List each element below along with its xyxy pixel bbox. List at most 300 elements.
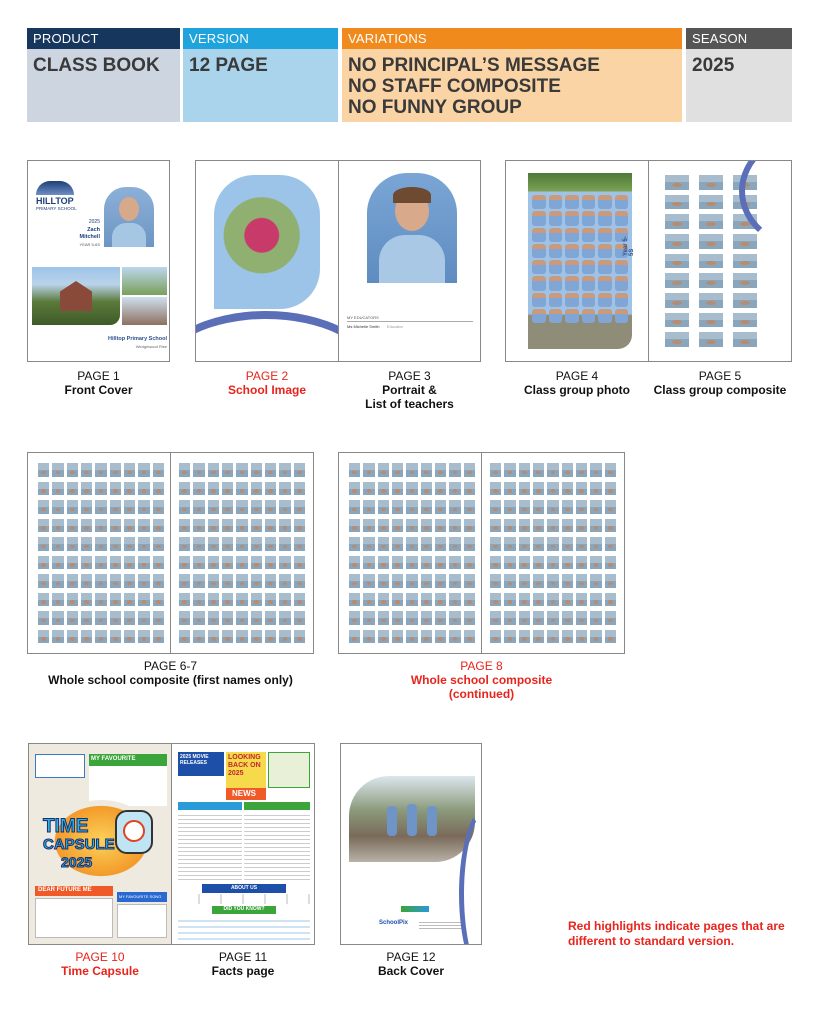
student-photo-tile (124, 463, 135, 477)
student-photo-tile (81, 482, 92, 496)
student-photo-tile (449, 593, 460, 607)
caption-title: Time Capsule (61, 964, 139, 978)
caption-page-5 (648, 369, 792, 397)
student-photo-tile (421, 630, 432, 644)
student-photo-tile (38, 593, 49, 607)
class-label: Year 5-5S (623, 236, 635, 256)
student-photo-tile (378, 630, 389, 644)
student-photo-tile (153, 556, 164, 570)
student-photo-tile (38, 500, 49, 514)
group-student (615, 293, 629, 307)
student-photo-tile (179, 519, 190, 533)
student-photo-tile (153, 611, 164, 625)
student-photo-tile (138, 611, 149, 625)
news-heading: NEWS (226, 788, 266, 800)
favourite-heading: MY FAVOURITE (89, 754, 167, 766)
student-photo-tile (378, 574, 389, 588)
logo-sub: PRIMARY SCHOOL (36, 206, 77, 211)
student-photo-tile (733, 273, 757, 288)
student-photo-tile (52, 463, 63, 477)
student-photo-tile (449, 556, 460, 570)
caption-number: PAGE 2 (245, 369, 289, 383)
student-photo-tile (590, 611, 601, 625)
time-capsule-thumbnail (28, 743, 172, 945)
student-photo-tile (576, 519, 587, 533)
student-photo-tile (81, 593, 92, 607)
student-photo-tile (435, 500, 446, 514)
student-photo-tile (193, 593, 204, 607)
student-photo-tile (81, 574, 92, 588)
student-photo-tile (251, 519, 262, 533)
student-photo-tile (193, 463, 204, 477)
student-photo-tile (193, 537, 204, 551)
student-photo-tile (733, 313, 757, 328)
student-photo-tile (733, 332, 757, 347)
student-photo-tile (519, 574, 530, 588)
student-photo-tile (222, 463, 233, 477)
student-photo-tile (547, 574, 558, 588)
student-photo-tile (95, 556, 106, 570)
looking-back: LOOKING BACK ON 2025 (226, 752, 266, 788)
student-photo-tile (279, 556, 290, 570)
student-photo-tile (665, 195, 689, 210)
student-photo-tile (421, 574, 432, 588)
student-photo-tile (533, 500, 544, 514)
student-photo-tile (153, 574, 164, 588)
student-photo-tile (153, 630, 164, 644)
student-photo-tile (406, 611, 417, 625)
student-photo-tile (490, 519, 501, 533)
student-photo-tile (208, 519, 219, 533)
group-student (598, 244, 612, 258)
group-student (565, 309, 579, 323)
student-photo-tile (110, 630, 121, 644)
student-photo-tile (519, 630, 530, 644)
student-photo-tile (562, 500, 573, 514)
student-photo-tile (52, 537, 63, 551)
student-photo-tile (294, 593, 305, 607)
student-photo-tile (533, 482, 544, 496)
group-student (565, 211, 579, 225)
teacher-role: Educator (387, 324, 404, 329)
header-variations (342, 28, 682, 122)
student-photo-tile (519, 463, 530, 477)
variation-line: NO FUNNY GROUP (348, 97, 522, 118)
student-photo-tile (193, 630, 204, 644)
caption-number: PAGE 11 (218, 950, 268, 964)
student-photo-tile (533, 630, 544, 644)
student-photo-tile (392, 630, 403, 644)
group-student (532, 293, 546, 307)
student-photo-tile (363, 593, 374, 607)
whole-school-composite-right (170, 452, 314, 654)
student-class: YEAR 5-6S (79, 242, 100, 247)
student-photo-tile (138, 519, 149, 533)
student-photo-tile (138, 482, 149, 496)
student-photo-tile (406, 537, 417, 551)
caption-number: PAGE 3 (388, 369, 431, 383)
group-student (598, 309, 612, 323)
whole-school-composite-continued-right (481, 452, 625, 654)
caption-page-1 (27, 369, 170, 397)
student-photo-tile (363, 463, 374, 477)
group-student (549, 244, 563, 258)
student-photo-tile (38, 574, 49, 588)
cover-year: 2025 (88, 219, 100, 225)
student-photo-tile (435, 463, 446, 477)
student-photo-tile (236, 556, 247, 570)
student-photo-tile (490, 630, 501, 644)
group-student (598, 228, 612, 242)
student-photo-tile (208, 482, 219, 496)
student-photo-tile (519, 482, 530, 496)
student-photo-tile (562, 630, 573, 644)
student-photo-tile (294, 482, 305, 496)
group-student (565, 293, 579, 307)
group-student (532, 211, 546, 225)
student-photo-tile (251, 537, 262, 551)
favourite-song-label: MY FAVOURITE SONG (117, 892, 167, 902)
caption-number: PAGE 1 (77, 369, 120, 383)
student-photo-tile (95, 537, 106, 551)
student-photo-tile (251, 593, 262, 607)
student-photo-tile (251, 556, 262, 570)
student-photo-tile (38, 519, 49, 533)
student-photo-tile (576, 593, 587, 607)
product-value: CLASS BOOK (27, 49, 180, 122)
student-photo-tile (38, 482, 49, 496)
student-photo-tile (193, 519, 204, 533)
student-photo-tile (590, 593, 601, 607)
student-photo-tile (504, 519, 515, 533)
group-student (549, 260, 563, 274)
student-photo-tile (124, 630, 135, 644)
group-student (549, 211, 563, 225)
caption-number: PAGE 5 (698, 369, 742, 383)
student-photo-tile (251, 611, 262, 625)
caption-title: Whole school composite (410, 673, 553, 687)
season-value: 2025 (686, 49, 792, 122)
caption-page-10 (28, 950, 172, 978)
group-student (549, 276, 563, 290)
student-photo-tile (222, 482, 233, 496)
group-student (532, 260, 546, 274)
student-photo-tile (222, 593, 233, 607)
version-value: 12 PAGE (183, 49, 338, 122)
version-label: VERSION (183, 28, 338, 49)
student-photo-tile (576, 574, 587, 588)
student-photo-tile (193, 500, 204, 514)
student-photo-tile (590, 519, 601, 533)
student-photo-tile (265, 500, 276, 514)
class-group-photo (528, 173, 632, 349)
student-photo-tile (605, 574, 616, 588)
student-photo-tile (124, 556, 135, 570)
student-photo-tile (392, 500, 403, 514)
playground-photo (122, 267, 167, 295)
caption-title: Facts page (211, 964, 275, 978)
student-photo-tile (490, 611, 501, 625)
student-photo-tile (124, 611, 135, 625)
student-photo-tile (222, 519, 233, 533)
student-photo-tile (67, 463, 78, 477)
student-photo-tile (464, 556, 475, 570)
student-photo-tile (562, 556, 573, 570)
group-student (582, 211, 596, 225)
student-photo-tile (138, 630, 149, 644)
student-photo-tile (153, 482, 164, 496)
student-photo-tile (179, 463, 190, 477)
student-photo-tile (52, 482, 63, 496)
variation-line: NO STAFF COMPOSITE (348, 76, 561, 97)
student-photo-tile (378, 593, 389, 607)
caption-page-4 (505, 369, 649, 397)
student-photo-tile (251, 463, 262, 477)
student-photo-tile (179, 593, 190, 607)
student-photo-tile (590, 630, 601, 644)
student-photo-tile (533, 463, 544, 477)
student-photo-tile (449, 630, 460, 644)
student-photo-tile (52, 556, 63, 570)
student-photo-tile (605, 500, 616, 514)
student-photo-tile (576, 463, 587, 477)
student-photo-tile (435, 556, 446, 570)
facts-page-thumbnail (171, 743, 315, 945)
student-photo-tile (421, 611, 432, 625)
student-photo-tile (576, 482, 587, 496)
student-photo-tile (208, 611, 219, 625)
student-photo-tile (52, 593, 63, 607)
student-photo-tile (265, 482, 276, 496)
student-photo-tile (699, 293, 723, 308)
student-photo-tile (38, 630, 49, 644)
student-photo-tile (406, 482, 417, 496)
student-photo-tile (449, 500, 460, 514)
student-photo-tile (179, 556, 190, 570)
student-photo-tile (449, 537, 460, 551)
student-photo-tile (490, 574, 501, 588)
student-photo-tile (392, 482, 403, 496)
student-photo-tile (421, 556, 432, 570)
student-photo-tile (67, 593, 78, 607)
student-photo-tile (110, 463, 121, 477)
student-photo-tile (294, 519, 305, 533)
group-student (549, 293, 563, 307)
student-photo-tile (519, 611, 530, 625)
student-photo-tile (733, 254, 757, 269)
caption-page-6-7 (27, 659, 314, 687)
group-student (549, 195, 563, 209)
student-photo-tile (138, 463, 149, 477)
student-photo-tile (236, 630, 247, 644)
student-photo-tile (81, 463, 92, 477)
student-photo-tile (294, 611, 305, 625)
student-photo-tile (279, 500, 290, 514)
student-photo-tile (378, 611, 389, 625)
student-photo-tile (124, 537, 135, 551)
group-student (549, 228, 563, 242)
student-photo-tile (179, 611, 190, 625)
student-photo-tile (349, 537, 360, 551)
student-photo-tile (208, 500, 219, 514)
season-label: SEASON (686, 28, 792, 49)
student-photo-tile (236, 537, 247, 551)
student-photo-tile (378, 556, 389, 570)
student-photo-tile (110, 519, 121, 533)
student-photo-tile (533, 593, 544, 607)
student-photo-tile (464, 537, 475, 551)
student-photo-tile (490, 500, 501, 514)
student-photo-tile (153, 463, 164, 477)
product-label: PRODUCT (27, 28, 180, 49)
student-photo-tile (605, 537, 616, 551)
student-photo-tile (363, 537, 374, 551)
group-student (582, 228, 596, 242)
student-photo-tile (464, 500, 475, 514)
group-student (615, 195, 629, 209)
student-photo-tile (576, 556, 587, 570)
caption-number: PAGE 12 (386, 950, 436, 964)
student-photo-tile (110, 482, 121, 496)
student-photo-tile (699, 332, 723, 347)
student-photo-tile (504, 630, 515, 644)
student-photo-tile (138, 574, 149, 588)
student-photo-tile (265, 574, 276, 588)
student-photo-tile (605, 482, 616, 496)
student-photo-tile (193, 556, 204, 570)
student-photo-tile (349, 611, 360, 625)
caption-number: PAGE 6-7 (143, 659, 198, 673)
whole-school-composite-left (27, 452, 171, 654)
student-photo-tile (562, 519, 573, 533)
group-student (615, 260, 629, 274)
student-photo-tile (363, 556, 374, 570)
student-photo-tile (533, 519, 544, 533)
student-photo-tile (236, 593, 247, 607)
student-photo-tile (265, 519, 276, 533)
student-photo-tile (435, 537, 446, 551)
student-photo-tile (193, 482, 204, 496)
student-photo-tile (208, 593, 219, 607)
student-photo-tile (265, 593, 276, 607)
student-photo-tile (67, 611, 78, 625)
dear-future-me: DEAR FUTURE ME (35, 886, 113, 896)
student-photo-tile (699, 195, 723, 210)
student-photo-tile (392, 519, 403, 533)
student-photo-tile (547, 611, 558, 625)
student-photo-tile (153, 593, 164, 607)
student-photo-tile (699, 254, 723, 269)
student-photo-tile (38, 556, 49, 570)
group-student (598, 276, 612, 290)
student-photo-tile (349, 630, 360, 644)
student-photo-tile (251, 482, 262, 496)
group-student (582, 260, 596, 274)
caption-number: PAGE 10 (75, 950, 125, 964)
capsule-word: CAPSULE (43, 836, 115, 853)
caption-title: Back Cover (377, 964, 445, 978)
student-photo-tile (392, 574, 403, 588)
student-photo-tile (67, 537, 78, 551)
student-photo-tile (349, 482, 360, 496)
about-us: ABOUT US (202, 884, 286, 893)
student-photo-tile (490, 593, 501, 607)
student-photo-tile (421, 537, 432, 551)
student-photo-tile (504, 556, 515, 570)
student-photo-tile (392, 537, 403, 551)
student-photo-tile (349, 500, 360, 514)
student-photo-tile (519, 556, 530, 570)
student-photo-tile (562, 593, 573, 607)
group-student (565, 276, 579, 290)
student-photo-tile (67, 574, 78, 588)
brand-logo: SchoolPix (379, 920, 409, 926)
student-photo-tile (279, 630, 290, 644)
header-season (686, 28, 792, 122)
student-photo-tile (52, 611, 63, 625)
student-photo-tile (378, 500, 389, 514)
student-photo-tile (547, 537, 558, 551)
student-photo-tile (95, 463, 106, 477)
clock-jar-icon (115, 810, 153, 854)
student-photo-tile (421, 463, 432, 477)
caption-number: PAGE 4 (555, 369, 599, 383)
caption-title: (continued) (448, 687, 515, 701)
student-photo-tile (153, 519, 164, 533)
student-photo-tile (208, 574, 219, 588)
caption-title: List of teachers (365, 397, 454, 411)
student-photo-tile (179, 537, 190, 551)
student-photo-tile (533, 574, 544, 588)
student-photo-tile (449, 574, 460, 588)
student-photo-tile (490, 556, 501, 570)
student-photo-tile (665, 273, 689, 288)
student-photo-tile (124, 500, 135, 514)
student-photo-tile (138, 500, 149, 514)
student-photo-tile (349, 593, 360, 607)
student-photo-tile (294, 556, 305, 570)
student-photo-tile (95, 630, 106, 644)
student-photo-tile (547, 482, 558, 496)
group-student (582, 244, 596, 258)
student-photo-tile (52, 574, 63, 588)
student-photo-tile (406, 500, 417, 514)
group-student (598, 195, 612, 209)
student-photo-tile (265, 630, 276, 644)
student-photo-tile (519, 593, 530, 607)
student-photo-tile (279, 482, 290, 496)
student-photo-tile (378, 519, 389, 533)
group-student (532, 276, 546, 290)
student-photo-tile (665, 254, 689, 269)
hilltop-logo-icon (36, 181, 74, 195)
did-you-know: DID YOU KNOW? (212, 906, 276, 914)
student-photo-tile (435, 593, 446, 607)
student-photo-tile (464, 611, 475, 625)
student-photo-tile (533, 537, 544, 551)
back-cover-thumbnail (340, 743, 482, 945)
student-photo-tile (279, 537, 290, 551)
student-photo-tile (605, 463, 616, 477)
flower-photo (214, 175, 320, 309)
student-photo-tile (590, 556, 601, 570)
student-photo-tile (519, 537, 530, 551)
student-photo-tile (562, 611, 573, 625)
student-photo-tile (733, 234, 757, 249)
student-photo-tile (52, 630, 63, 644)
group-student (598, 211, 612, 225)
student-photo-tile (153, 500, 164, 514)
